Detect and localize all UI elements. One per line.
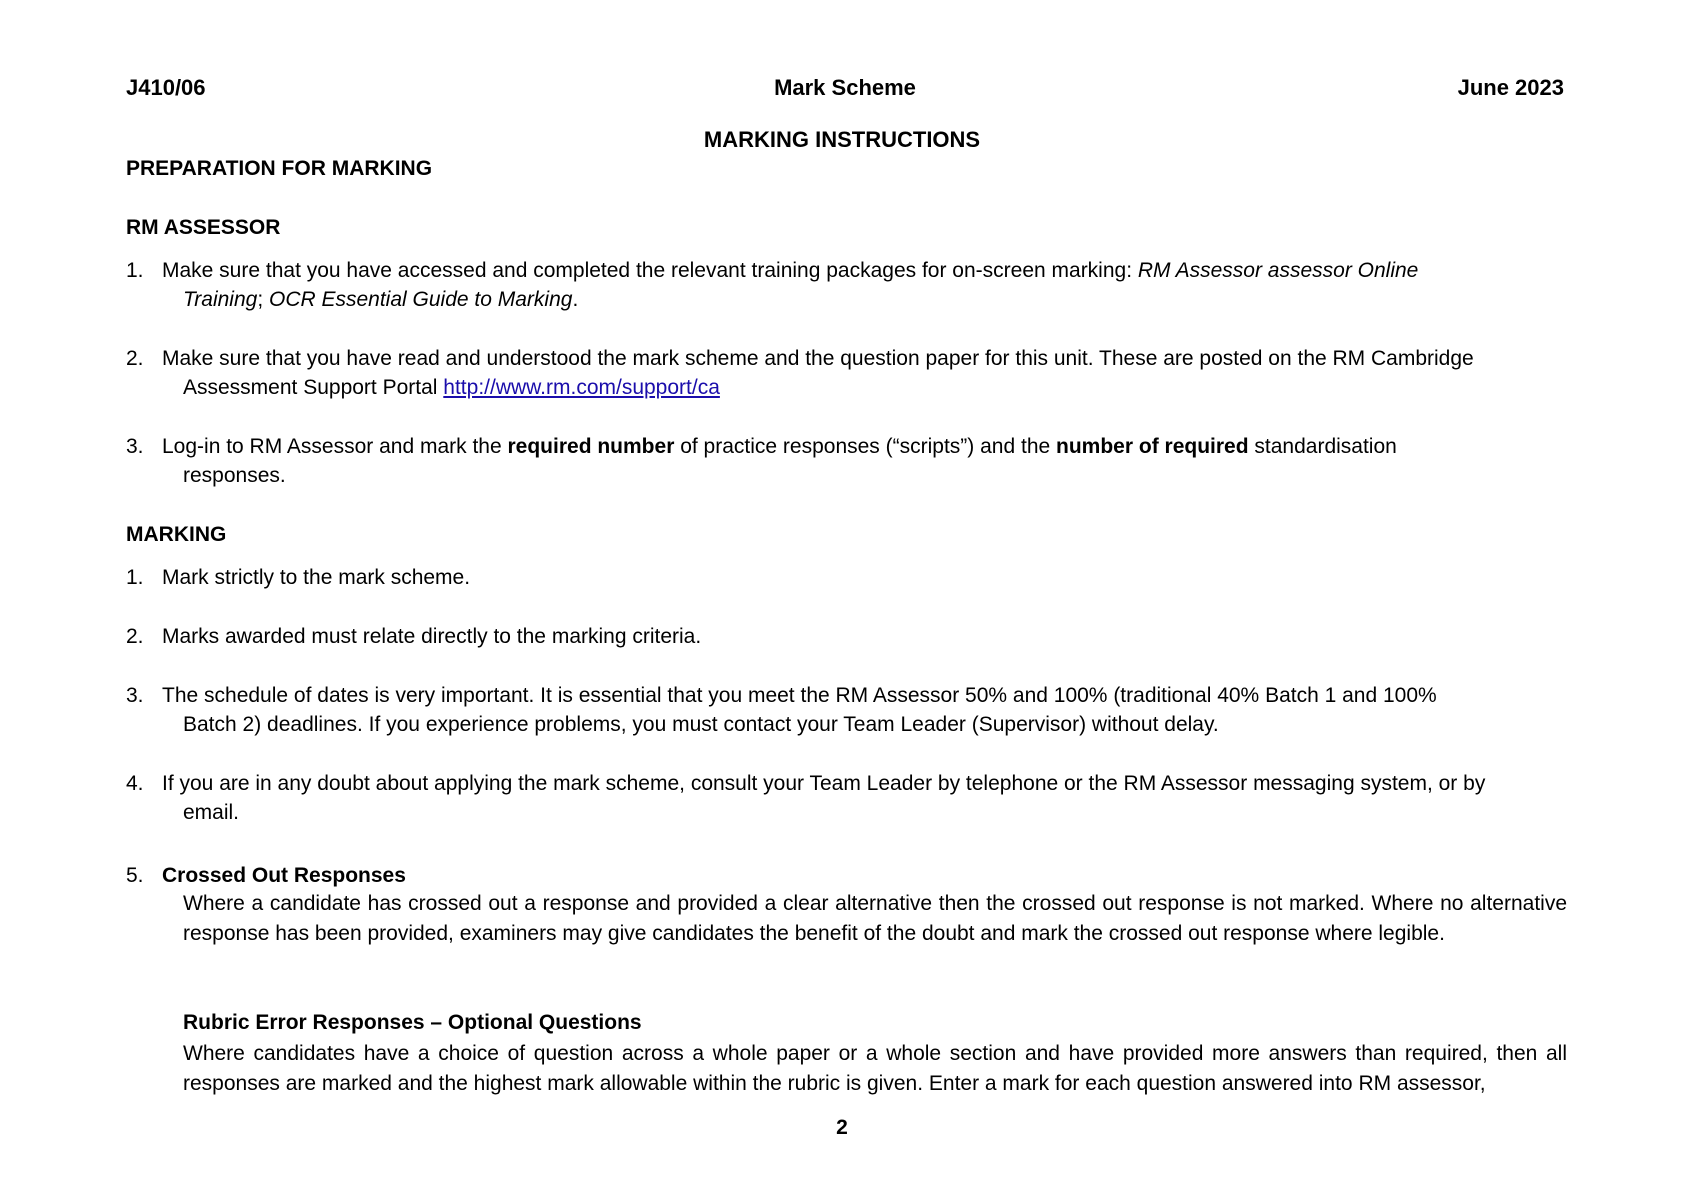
rm-assessor-heading: RM ASSESSOR <box>126 216 281 239</box>
item-italic-text: OCR Essential Guide to Marking <box>268 288 573 311</box>
item-text: Make sure that you have read and understood the mark scheme and the question paper for this unit. These are posted on the RM Cambridge <box>162 347 1474 370</box>
item-number: 1. <box>126 566 144 589</box>
header-title: Mark Scheme <box>774 75 916 100</box>
item-text: Log-in to RM Assessor and mark the <box>162 435 508 458</box>
header-date: June 2023 <box>1457 75 1564 100</box>
item-line <box>162 256 1418 285</box>
page-number: 2 <box>836 1116 848 1139</box>
item-text: Marks awarded must relate directly to the marking criteria. <box>162 625 702 648</box>
item-line <box>183 373 720 402</box>
item-text: Make sure that you have accessed and completed the relevant training packages for on-screen marking: <box>162 259 1138 282</box>
item-line <box>162 432 1397 461</box>
item-number: 2. <box>126 625 144 648</box>
item-text: The schedule of dates is very important. It is essential that you meet the RM Assessor 50% and 100% (traditional 40% Batch 1 and 100% <box>162 684 1437 707</box>
page-header <box>126 75 1564 105</box>
item-text: responses. <box>183 464 286 487</box>
preparation-heading: PREPARATION FOR MARKING <box>126 157 433 180</box>
item-number: 5. <box>126 864 144 887</box>
item-text: ; <box>257 288 269 311</box>
item-bold-text: required number <box>507 435 675 458</box>
item-number: 3. <box>126 684 144 707</box>
item-text: Mark strictly to the mark scheme. <box>162 566 471 589</box>
item-italic-text: RM Assessor assessor Online <box>1137 259 1419 282</box>
crossed-out-heading: Crossed Out Responses <box>162 864 406 887</box>
crossed-out-paragraph: Where a candidate has crossed out a response and provided a clear alternative then the crossed out response is not marked. Where no alternative response has been provided, examiners may give candidates the benefit of the doubt and mark the crossed out response where legible. <box>183 892 1567 945</box>
item-number: 2. <box>126 347 144 370</box>
rubric-heading: Rubric Error Responses – Optional Questions <box>183 1011 642 1034</box>
rubric-paragraph: Where candidates have a choice of question across a whole paper or a whole section and have provided more answers than required, then all responses are marked and the highest mark allowable within the rubric is given. Enter a mark for each question answered into RM assessor, <box>183 1042 1567 1095</box>
page-title: MARKING INSTRUCTIONS <box>703 127 981 152</box>
item-text: of practice responses (“scripts”) and the <box>674 435 1057 458</box>
item-italic-text: Training <box>183 288 258 311</box>
item-text: . <box>572 288 579 311</box>
item-line <box>183 285 578 314</box>
marking-heading: MARKING <box>126 523 227 546</box>
paper-code: J410/06 <box>126 75 206 100</box>
item-number: 4. <box>126 772 144 795</box>
item-text: If you are in any doubt about applying the mark scheme, consult your Team Leader by telephone or the RM Assessor messaging system, or by <box>162 772 1486 795</box>
item-text: email. <box>183 801 240 824</box>
item-text: standardisation <box>1248 435 1397 458</box>
item-bold-text: number of required <box>1056 435 1249 458</box>
support-portal-link[interactable]: http://www.rm.com/support/ca <box>443 376 720 399</box>
item-number: 1. <box>126 259 144 282</box>
item-text: Assessment Support Portal <box>183 376 444 399</box>
item-text: Batch 2) deadlines. If you experience problems, you must contact your Team Leader (Supervisor) without delay. <box>183 713 1219 736</box>
item-number: 3. <box>126 435 144 458</box>
